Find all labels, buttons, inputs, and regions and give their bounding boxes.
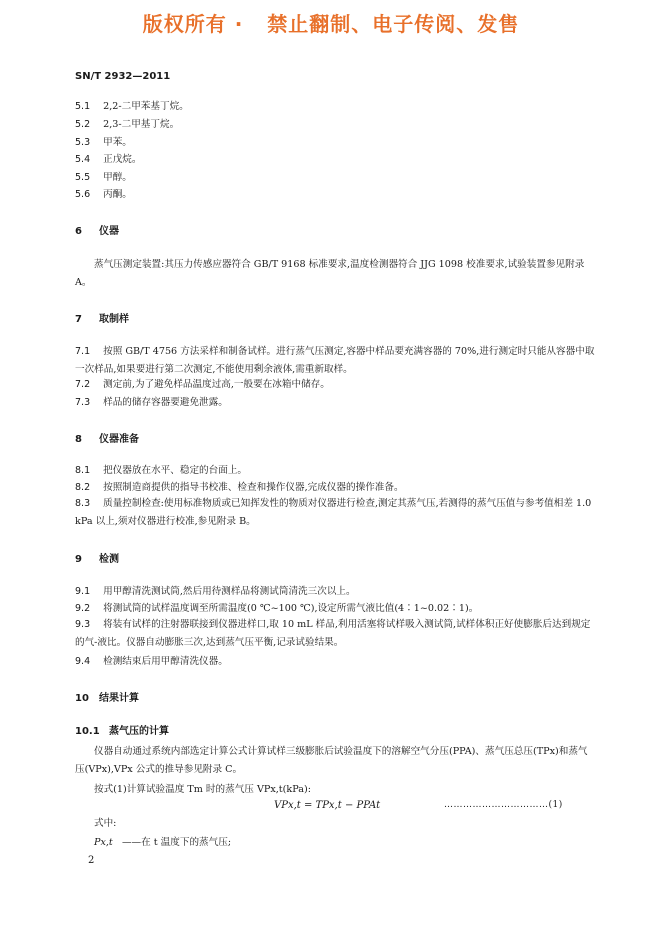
formula-number: ……………………………(1) — [444, 800, 563, 810]
list-item: 5.2 2,3-二甲基丁烷。 — [75, 119, 180, 130]
list-item: 9.4 检测结束后用甲醇清洗仪器。 — [75, 656, 228, 667]
banner-part2: 禁止翻制、电子传阅、发售 — [267, 12, 520, 36]
page-number: 2 — [88, 855, 95, 866]
list-item: 7.1 按照 GB/T 4756 方法采样和制备试样。进行蒸气压测定,容器中样品要充满容器的 70%,进行测定时只能从容器中取一次样品,如果要进行第二次测定,不能使用剩余液体,需重新取样。 — [75, 346, 595, 375]
definition-item: Px,t ——在 t 温度下的蒸气压; — [94, 837, 232, 848]
section-heading-7: 7 取制样 — [75, 314, 129, 325]
section-heading-9: 9 检测 — [75, 554, 119, 565]
list-item: 8.1 把仪器放在水平、稳定的台面上。 — [75, 465, 248, 476]
list-item: 8.2 按照制造商提供的指导书校准、检查和操作仪器,完成仪器的操作准备。 — [75, 482, 404, 493]
list-item: 5.6 丙酮。 — [75, 189, 132, 200]
section-heading-8: 8 仪器准备 — [75, 434, 139, 445]
section-6-paragraph: 蒸气压测定装置:其压力传感应器符合 GB/T 9168 标准要求,温度检测器符合 JJG 1098 校准要求,试验装置参见附录 A。 — [75, 259, 585, 288]
section-heading-10: 10 结果计算 — [75, 693, 139, 704]
formula-1: VPx,t = TPx,t − PPAt — [274, 800, 381, 811]
subsection-heading-10-1: 10.1 蒸气压的计算 — [75, 726, 169, 737]
where-label: 式中: — [94, 818, 117, 829]
list-item: 5.3 甲苯。 — [75, 137, 132, 148]
list-item: 9.1 用甲醇清洗测试筒,然后用待测样品将测试筒清洗三次以上。 — [75, 586, 356, 597]
list-item: 7.3 样品的储存容器要避免泄露。 — [75, 397, 228, 408]
list-item: 8.3 质量控制检查:使用标准物质或已知挥发性的物质对仪器进行检查,测定其蒸气压,若测得的蒸气压值与参考值相差 1.0 kPa 以上,须对仪器进行校准,参见附录 B。 — [75, 498, 592, 527]
list-item: 7.2 测定前,为了避免样品温度过高,一般要在冰箱中储存。 — [75, 379, 330, 390]
section-10-paragraph-1: 仪器自动通过系统内部选定计算公式计算试样三级膨胀后试验温度下的溶解空气分压(PPA)、蒸气压总压(TPx)和蒸气压(VPx),VPx 公式的推导参见附录 C。 — [75, 746, 588, 775]
list-item: 5.1 2,2-二甲苯基丁烷。 — [75, 101, 189, 112]
standard-code: SN/T 2932—2011 — [75, 71, 171, 82]
list-item: 5.4 正戊烷。 — [75, 154, 142, 165]
section-heading-6: 6 仪器 — [75, 226, 119, 237]
banner-part1: 版权所有 · — [142, 12, 244, 36]
section-10-paragraph-2: 按式(1)计算试验温度 Tm 时的蒸气压 VPx,t(kPa): — [94, 784, 311, 795]
copyright-banner — [0, 8, 662, 37]
list-item: 5.5 甲醇。 — [75, 172, 132, 183]
list-item: 9.2 将测试筒的试样温度调至所需温度(0 ℃~100 ℃),设定所需气液比值(4∶1~0.02∶1)。 — [75, 603, 479, 614]
list-item: 9.3 将装有试样的注射器联接到仪器进样口,取 10 mL 样品,利用活塞将试样吸入测试筒,试样体积正好使膨胀后达到规定的气-液比。仪器自动膨胀三次,达到蒸气压平衡,记录试验结果。 — [75, 619, 591, 648]
